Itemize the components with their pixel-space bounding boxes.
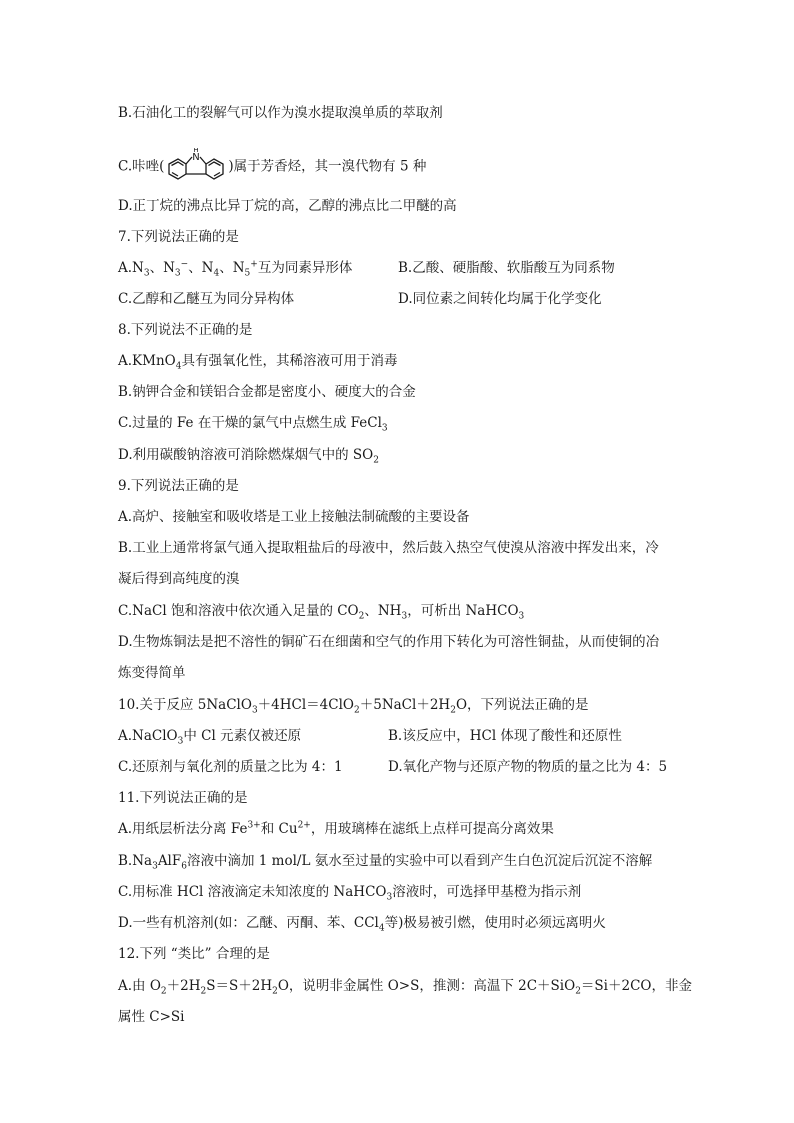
q9-option-d-line1: D.生物炼铜法是把不溶性的铜矿石在细菌和空气的作用下转化为可溶性铜盐，从而使铜的冶: [118, 634, 660, 650]
q8-option-a: A.KMnO$_4$具有强氧化性，其稀溶液可用于消毒: [118, 353, 398, 372]
carbazole-n-label: N: [192, 152, 201, 163]
q9-option-a: A.高炉、接触室和吸收塔是工业上接触法制硫酸的主要设备: [118, 509, 470, 525]
q11-option-c: C.用标准 HCl 溶液滴定未知浓度的 NaHCO$_3$溶液时，可选择甲基橙为指示剂: [118, 884, 582, 903]
q6-option-c: [118, 148, 426, 186]
q7-stem: 7.下列说法正确的是: [118, 229, 239, 245]
q12-option-a-line2: 属性 C>Si: [118, 1009, 185, 1025]
q8-option-b: B.钠钾合金和镁铝合金都是密度小、硬度大的合金: [118, 384, 416, 400]
q8-option-c: C.过量的 Fe 在干燥的氯气中点燃生成 FeCl$_3$: [118, 415, 388, 434]
q6-option-b: B.石油化工的裂解气可以作为溴水提取溴单质的萃取剂: [118, 105, 443, 121]
q10-option-d: D.氧化产物与还原产物的物质的量之比为 4：5: [388, 759, 668, 775]
q11-option-a: A.用纸层析法分离 $Fe^{3+}$和 $Cu^{2+}$，用玻璃棒在滤纸上点样可提高分离效果: [118, 820, 554, 837]
q10-option-b: B.该反应中，HCl 体现了酸性和还原性: [388, 728, 622, 744]
q8-stem: 8.下列说法不正确的是: [118, 322, 253, 338]
q7-option-b: B.乙酸、硬脂酸、软脂酸互为同系物: [398, 260, 615, 276]
q12-stem: 12.下列 “类比” 合理的是: [118, 946, 270, 962]
q7-option-a: $A.N_3$、$N_3^-$、$N_4$、$N_5^+$互为同素异形体: [118, 259, 353, 279]
q9-option-d-line2: 炼变得简单: [118, 665, 186, 681]
q10-option-c: C.还原剂与氧化剂的质量之比为 4：1: [118, 759, 343, 775]
q11-option-b: $B.Na_3AlF_6$溶液中滴加 1 mol/L 氨水至过量的实验中可以看到产生白色沉淀后沉淀不溶解: [118, 853, 653, 872]
q9-stem: 9.下列说法正确的是: [118, 478, 239, 494]
q11-option-d: D.一些有机溶剂(如：乙醚、丙酮、苯、CCl$_4$等)极易被引燃，使用时必须远离明火: [118, 915, 606, 934]
q10-stem: 10.关于反应 $5NaClO_3+4HCl=4ClO_2+5NaCl+2H_2O$，下列说法正确的是: [118, 697, 589, 716]
q9-option-b-line1: B.工业上通常将氯气通入提取粗盐后的母液中，然后鼓入热空气使溴从溶液中挥发出来，冷: [118, 540, 659, 556]
q11-stem: 11.下列说法正确的是: [118, 790, 248, 806]
q6-c-text-pre: C.咔唑(: [118, 158, 165, 175]
q8-option-d: D.利用碳酸钠溶液可消除燃煤烟气中的 $SO_2$: [118, 447, 379, 466]
q12-option-a-line1: A.由 $O_2+2H_2S=S+2H_2O$，说明非金属性 O>S，推测：高温下 2C＋SiO$_2$＝Si＋2CO，非金: [118, 978, 692, 997]
q10-option-a: A.NaClO$_3$中 Cl 元素仅被还原: [118, 728, 302, 747]
q7-option-d: D.同位素之间转化均属于化学变化: [398, 291, 602, 307]
q9-option-c: C.NaCl 饱和溶液中依次通入足量的 $CO_2$、$NH_3$，可析出 NaHCO$_3$: [118, 603, 525, 622]
q6-c-text-post: )属于芳香烃，其一溴代物有 5 种: [228, 158, 427, 175]
q6-option-d: D.正丁烷的沸点比异丁烷的高，乙醇的沸点比二甲醚的高: [118, 198, 457, 214]
q7-option-c: C.乙醇和乙醚互为同分异构体: [118, 291, 295, 307]
q9-option-b-line2: 凝后得到高纯度的溴: [118, 571, 240, 587]
carbazole-structure-icon: [165, 148, 227, 186]
carbazole-h-label: H: [193, 148, 200, 154]
